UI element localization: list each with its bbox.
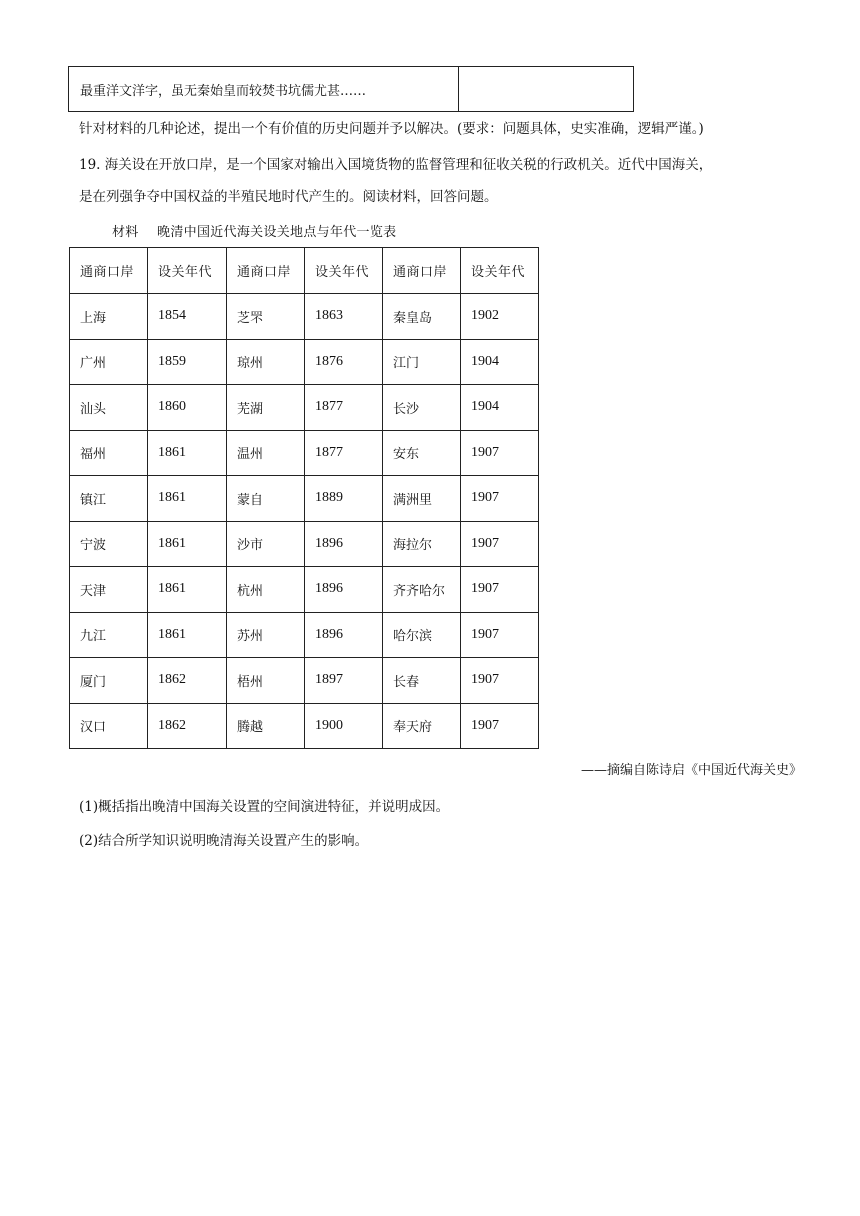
port-cell: 厦门 [70,658,148,704]
port-cell: 梧州 [227,658,305,704]
year-cell: 1862 [148,658,227,704]
year-cell: 1861 [148,567,227,613]
port-cell: 福州 [70,430,148,476]
quote-row [69,67,634,112]
year-cell: 1897 [305,658,383,704]
year-cell: 1907 [461,476,539,522]
question-19-line2: 是在列强争夺中国权益的半殖民地时代产生的。阅读材料，回答问题。 [79,189,498,205]
port-cell: 齐齐哈尔 [383,567,461,613]
year-cell: 1907 [461,612,539,658]
sub-question-1: (1)概括指出晚清中国海关设置的空间演进特征，并说明成因。 [79,799,450,815]
year-cell: 1896 [305,567,383,613]
year-cell: 1861 [148,476,227,522]
quote-table [68,66,634,112]
sub-question-2: (2)结合所学知识说明晚清海关设置产生的影响。 [79,833,369,849]
year-cell: 1907 [461,567,539,613]
port-cell: 琼州 [227,339,305,385]
year-cell: 1904 [461,385,539,431]
year-cell: 1859 [148,339,227,385]
year-cell: 1876 [305,339,383,385]
intro-instruction: 针对材料的几种论述，提出一个有价值的历史问题并予以解决。(要求：问题具体，史实准确，逻辑严谨。) [79,121,704,137]
port-cell: 长沙 [383,385,461,431]
caption-title: 晚清中国近代海关设关地点与年代一览表 [157,225,397,240]
port-cell: 宁波 [70,521,148,567]
year-cell: 1860 [148,385,227,431]
port-cell: 长春 [383,658,461,704]
year-cell: 1862 [148,703,227,749]
port-cell: 安东 [383,430,461,476]
port-cell: 上海 [70,294,148,340]
question-19-text1: 海关设在开放口岸，是一个国家对输出入国境货物的监督管理和征收关税的行政机关。近代中国海关， [104,157,713,173]
table-row [70,521,539,567]
table-row [70,703,539,749]
header-year-2: 设关年代 [305,248,383,294]
year-cell: 1854 [148,294,227,340]
table-row [70,567,539,613]
port-cell: 沙市 [227,521,305,567]
header-year-3: 设关年代 [461,248,539,294]
quote-cell: 最重洋文洋字，虽无秦始皇而较焚书坑儒尤甚…… [69,67,459,112]
year-cell: 1900 [305,703,383,749]
port-cell: 芜湖 [227,385,305,431]
table-body [70,294,539,749]
port-cell: 腾越 [227,703,305,749]
year-cell: 1861 [148,521,227,567]
year-cell: 1907 [461,430,539,476]
year-cell: 1896 [305,521,383,567]
empty-answer-cell [459,67,634,112]
port-cell: 满洲里 [383,476,461,522]
port-cell: 哈尔滨 [383,612,461,658]
year-cell: 1863 [305,294,383,340]
caption-label: 材料 [112,225,139,240]
port-cell: 奉天府 [383,703,461,749]
year-cell: 1877 [305,430,383,476]
year-cell: 1896 [305,612,383,658]
year-cell: 1907 [461,521,539,567]
year-cell: 1904 [461,339,539,385]
port-cell: 江门 [383,339,461,385]
source-citation: ——摘编自陈诗启《中国近代海关史》 [580,763,802,778]
header-port-2: 通商口岸 [227,248,305,294]
table-row [70,385,539,431]
table-row [70,612,539,658]
year-cell: 1902 [461,294,539,340]
year-cell: 1861 [148,430,227,476]
header-year-1: 设关年代 [148,248,227,294]
year-cell: 1861 [148,612,227,658]
port-cell: 杭州 [227,567,305,613]
question-number: 19. [79,157,101,173]
port-cell: 温州 [227,430,305,476]
customs-table [69,247,539,749]
port-cell: 秦皇岛 [383,294,461,340]
port-cell: 天津 [70,567,148,613]
port-cell: 苏州 [227,612,305,658]
table-row [70,430,539,476]
year-cell: 1907 [461,703,539,749]
header-port-3: 通商口岸 [383,248,461,294]
port-cell: 芝罘 [227,294,305,340]
port-cell: 蒙自 [227,476,305,522]
table-caption [112,221,396,240]
port-cell: 汕头 [70,385,148,431]
port-cell: 九江 [70,612,148,658]
port-cell: 广州 [70,339,148,385]
table-row [70,339,539,385]
year-cell: 1889 [305,476,383,522]
header-port-1: 通商口岸 [70,248,148,294]
table-row [70,294,539,340]
table-row [70,658,539,704]
port-cell: 镇江 [70,476,148,522]
port-cell: 汉口 [70,703,148,749]
table-row [70,476,539,522]
table-header-row [70,248,539,294]
port-cell: 海拉尔 [383,521,461,567]
year-cell: 1877 [305,385,383,431]
year-cell: 1907 [461,658,539,704]
question-19-line1 [79,155,712,175]
